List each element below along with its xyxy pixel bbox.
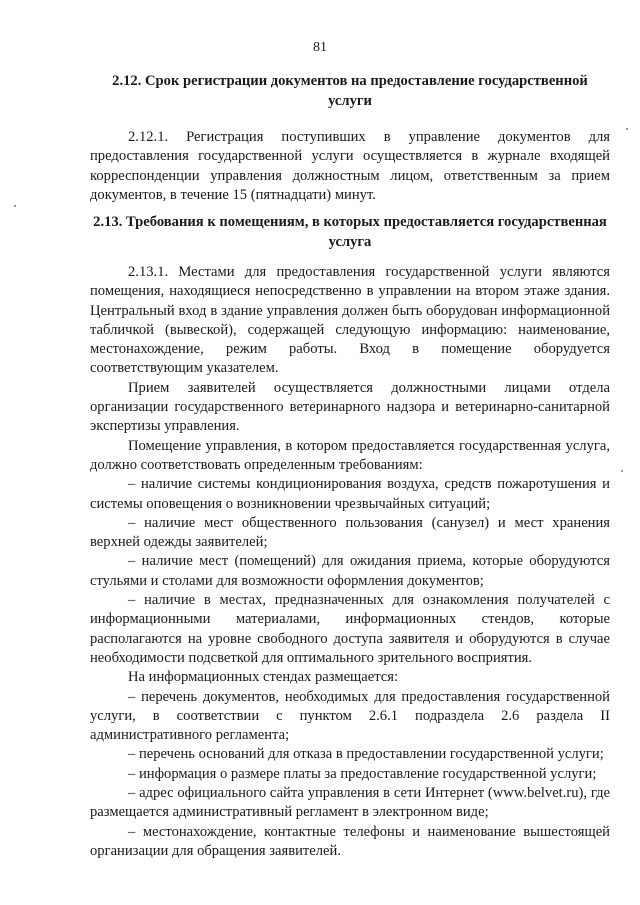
section-body-2-13 xyxy=(90,263,610,861)
paragraph: 2.12.1. Регистрация поступивших в управление документов для предоставления государственной услуги осуществляется в журнале входящей корреспонденции управления должностным лицом, ответственным за прием документов, в течение 15 (пятнадцати) минут. xyxy=(90,129,610,203)
list-item: – наличие мест (помещений) для ожидания приема, которые оборудуются стульями и столами для возможности оформления документов; xyxy=(90,553,610,589)
list-item: – наличие системы кондиционирования воздуха, средств пожаротушения и системы оповещения о возникновении чрезвычайных ситуаций; xyxy=(90,476,610,512)
page-number: 81 xyxy=(313,40,327,55)
list-item: – наличие мест общественного пользования (санузел) и мест хранения верхней одежды заявителей; xyxy=(90,514,610,551)
section-heading-2-13: 2.13. Требования к помещениям, в которых предоставляется государственная услуга xyxy=(93,214,607,250)
paragraph: Прием заявителей осуществляется должностными лицами отдела организации государственного ветеринарного надзора и ветеринарно-санитарной экспертизы управления. xyxy=(90,379,610,435)
list-item: – наличие в местах, предназначенных для ознакомления получателей с информационными материалами, информационных стендов, которые располагаются на уровне свободного доступа заявителя и оборудуются в случае необходимости подсветкой для оптимального зрительного восприятия. xyxy=(90,592,610,666)
paragraph: 2.13.1. Местами для предоставления государственной услуги являются помещения, находящиеся непосредственно в управлении на втором этаже здания. Центральный вход в здание управления должен быть оборудован информационной табличкой (вывеской), содержащей следующую информацию: наименование, местонахождение, режим работы. Вход в помещение оборудуется соответствующим указателем. xyxy=(90,264,610,377)
section-heading-2-12: 2.12. Срок регистрации документов на предоставление государственной услуги xyxy=(112,73,588,109)
list-item: – перечень оснований для отказа в предоставлении государственной услуги; xyxy=(128,746,604,763)
list-item: – адрес официального сайта управления в сети Интернет (www.belvet.ru), где размещается административный регламент в электронном виде; xyxy=(90,785,610,821)
list-item: – перечень документов, необходимых для предоставления государственной услуги, в соответствии с пунктом 2.6.1 подраздела 2.6 раздела II административного регламента; xyxy=(90,688,610,744)
section-body-2-12 xyxy=(90,128,610,205)
paragraph: Помещение управления, в котором предоставляется государственная услуга, должно соответствовать определенным требованиям: xyxy=(90,437,610,473)
paragraph: На информационных стендах размещается: xyxy=(128,669,399,686)
list-item: – местонахождение, контактные телефоны и наименование вышестоящей организации для обращения заявителей. xyxy=(90,823,610,859)
list-item: – информация о размере платы за предоставление государственной услуги; xyxy=(128,765,597,782)
